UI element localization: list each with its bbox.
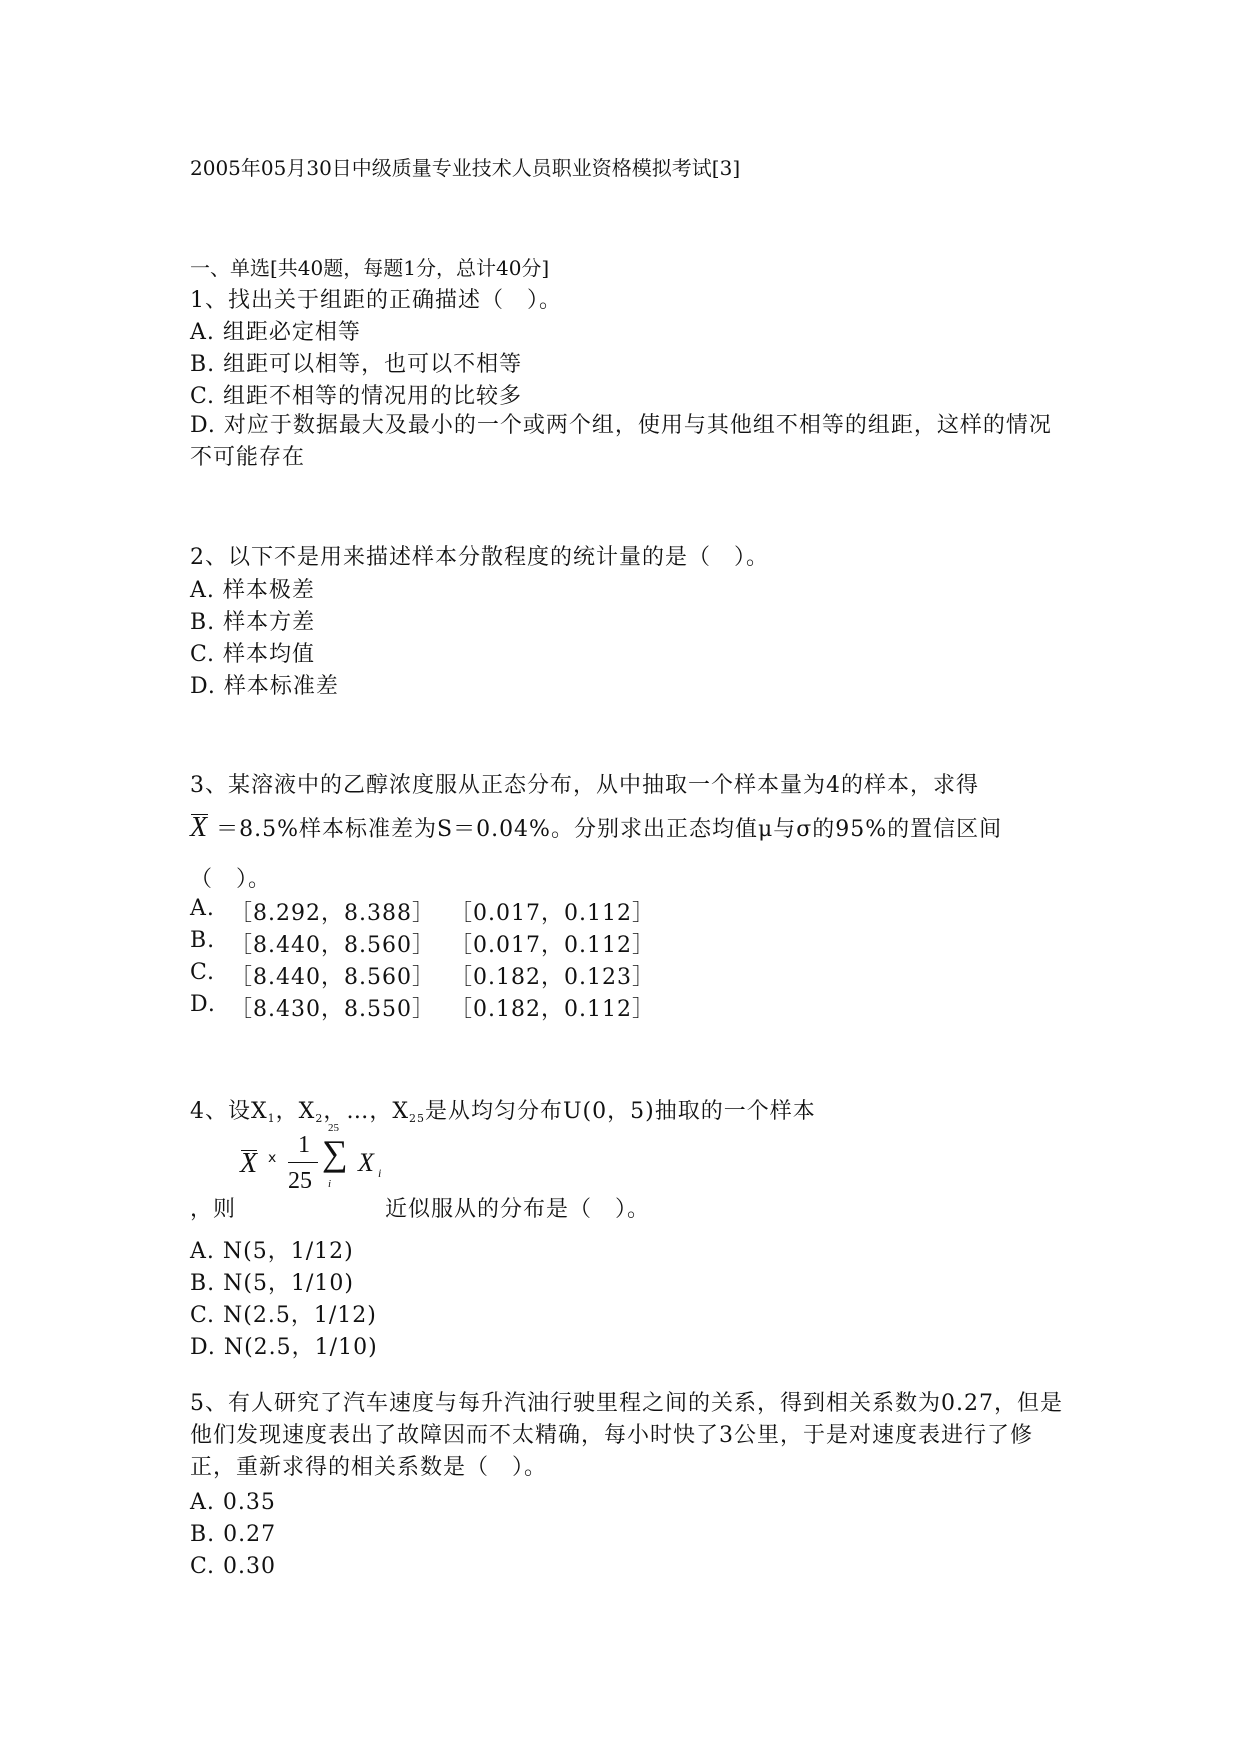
q3-stem-text: ＝8.5%样本标准差为S＝0.04%。分别求出正态均值μ与σ的95%的置信区间	[216, 817, 1003, 842]
q4-tail: 近似服从的分布是（ ）。	[385, 1197, 651, 1222]
q4-then: ，则	[190, 1197, 237, 1222]
x-bar-symbol: X	[240, 1148, 258, 1179]
equals-symbol: ⅹ	[268, 1151, 277, 1166]
sigma-icon: ∑	[322, 1133, 348, 1173]
q4-option-c: C. N(2.5，1/12)	[190, 1303, 377, 1328]
q4-option-b: B. N(5，1/10)	[190, 1271, 354, 1296]
q2-option-c: C. 样本均值	[190, 642, 316, 667]
q3-option-d	[190, 992, 655, 1022]
interval-sigma: ［0.017，0.112］	[450, 933, 655, 958]
interval-mu: ［8.440，8.560］	[230, 933, 435, 958]
q2-option-a: A. 样本极差	[190, 578, 315, 603]
q1-stem: 1、找出关于组距的正确描述（ ）。	[190, 288, 562, 313]
q1-option-a: A. 组距必定相等	[190, 320, 361, 345]
page-title: 2005年05月30日中级质量专业技术人员职业资格模拟考试[3]	[190, 156, 741, 180]
option-label: D.	[190, 992, 216, 1017]
q3-stem-line2	[190, 812, 1002, 844]
q4-formula	[240, 1122, 400, 1210]
fraction-bar	[288, 1162, 318, 1163]
q5-stem: 5、有人研究了汽车速度与每升汽油行驶里程之间的关系，得到相关系数为0.27，但是他们发现速度表出了故障因而不太精确，每小时快了3公里，于是对速度表进行了修正，重新求得的相关系数是（ ）。	[190, 1391, 1063, 1480]
q3-option-c	[190, 960, 655, 990]
q5-option-b: B. 0.27	[190, 1522, 277, 1547]
x-bar-symbol: X	[190, 812, 209, 843]
q3-stem-line3: （ ）。	[190, 867, 272, 892]
q3-stem-line1: 3、某溶液中的乙醇浓度服从正态分布，从中抽取一个样本量为4的样本，求得	[190, 773, 979, 798]
q5-option-a: A. 0.35	[190, 1490, 276, 1515]
q2-stem: 2、以下不是用来描述样本分散程度的统计量的是（ ）。	[190, 545, 769, 570]
interval-mu: ［8.440，8.560］	[230, 965, 435, 990]
q4-stem: 4、设$X_1$，$X_2$，…，$X_{25}$是从均匀分布U(0，5)抽取的一个样本	[190, 1099, 816, 1125]
q5-option-c: C. 0.30	[190, 1554, 277, 1579]
fraction-numerator: 1	[298, 1132, 310, 1158]
option-label: A.	[190, 896, 215, 921]
interval-mu: ［8.292，8.388］	[230, 901, 435, 926]
interval-mu: ［8.430，8.550］	[230, 997, 435, 1022]
x-i-subscript: i	[378, 1166, 382, 1180]
interval-sigma: ［0.017，0.112］	[450, 901, 655, 926]
q3-option-b	[190, 928, 655, 958]
q4-option-d: D. N(2.5，1/10)	[190, 1335, 378, 1360]
q2-option-b: B. 样本方差	[190, 610, 316, 635]
interval-sigma: ［0.182，0.123］	[450, 965, 655, 990]
q1-option-b: B. 组距可以相等，也可以不相等	[190, 352, 523, 377]
option-label: B.	[190, 928, 216, 953]
q3-option-a	[190, 896, 655, 926]
fraction-denominator: 25	[288, 1168, 312, 1194]
q4-option-a: A. N(5，1/12)	[190, 1239, 354, 1264]
option-label: C.	[190, 960, 216, 985]
q2-option-d: D. 样本标准差	[190, 674, 339, 699]
interval-sigma: ［0.182，0.112］	[450, 997, 655, 1022]
sum-upper-limit: 25	[328, 1122, 339, 1134]
sum-lower-limit: i	[328, 1178, 332, 1190]
x-i-symbol: X	[358, 1148, 374, 1177]
q1-option-c: C. 组距不相等的情况用的比较多	[190, 384, 523, 409]
q1-option-d: D. 对应于数据最大及最小的一个或两个组，使用与其他组不相等的组距，这样的情况不可能存在	[190, 413, 1052, 470]
section-heading: 一、单选[共40题，每题1分，总计40分]	[190, 256, 550, 280]
